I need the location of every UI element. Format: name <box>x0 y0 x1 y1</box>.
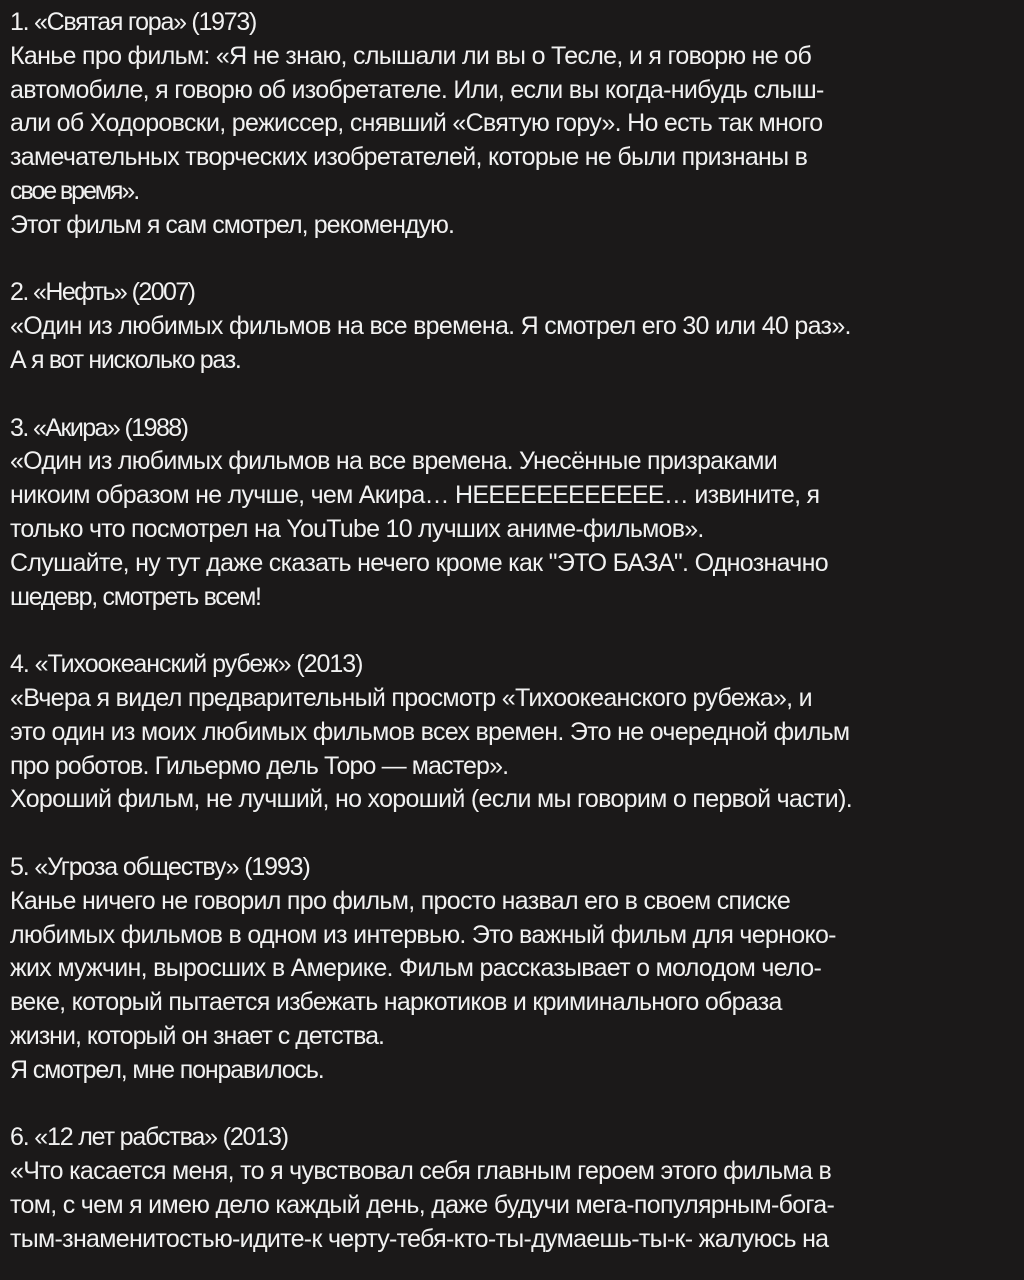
paragraph-line: али об Ходоровски, режиссер, снявший «Святую гору». Но есть так много <box>10 109 823 138</box>
paragraph-line: любимых фильмов в одном из интервью. Это важный фильм для черноко- <box>10 920 836 949</box>
paragraph-line: только что посмотрел на YouTube 10 лучших аниме-фильмов». <box>10 514 704 543</box>
paragraph-gap <box>10 614 1024 648</box>
section-heading: 6. «12 лет рабства» (2013) <box>10 1123 288 1152</box>
section-2 <box>10 276 1024 377</box>
section-3 <box>10 412 1024 615</box>
paragraph-gap <box>10 378 1024 412</box>
paragraph-line: «Один из любимых фильмов на все времена. Я смотрел его 30 или 40 раз». <box>10 312 851 341</box>
paragraph-line: Слушайте, ну тут даже сказать нечего кроме как "ЭТО БАЗА". Однозначно <box>10 548 828 577</box>
paragraph-line: про роботов. Гильермо дель Торо — мастер». <box>10 751 509 780</box>
paragraph-line: Канье ничего не говорил про фильм, просто назвал его в своем списке <box>10 886 791 915</box>
paragraph-line: «Вчера я видел предварительный просмотр «Тихоокеанского рубежа», и <box>10 683 812 712</box>
paragraph-line: никоим образом не лучше, чем Акира… НЕЕЕЕЕЕЕЕЕЕЕЕ… извините, я <box>10 481 820 510</box>
paragraph-line: шедевр, смотреть всем! <box>10 582 261 611</box>
section-4 <box>10 648 1024 817</box>
section-heading: 1. «Святая гора» (1973) <box>10 8 257 36</box>
paragraph-line: А я вот нисколько раз. <box>10 345 241 374</box>
paragraph-line: автомобиле, я говорю об изобретателе. Или, если вы когда-нибудь слыш- <box>10 75 824 104</box>
paragraph-line: веке, который пытается избежать наркотиков и криминального образа <box>10 988 782 1017</box>
paragraph-line: тым-знаменитостью-идите-к черту-тебя-кто-ты-думаешь-ты-к- жалуюсь на <box>10 1224 829 1253</box>
paragraph-line: «Один из любимых фильмов на все времена. Унесённые призраками <box>10 447 777 476</box>
section-heading: 2. «Нефть» (2007) <box>10 278 195 307</box>
article-text <box>10 6 1024 1256</box>
paragraph-line: том, с чем я имею дело каждый день, даже будучи мега-популярным-бога- <box>10 1190 835 1219</box>
paragraph-line: «Что касается меня, то я чувствовал себя главным героем этого фильма в <box>10 1157 832 1186</box>
paragraph-line: замечательных творческих изобретателей, которые не были признаны в <box>10 143 808 172</box>
section-heading: 3. «Акира» (1988) <box>10 413 188 442</box>
paragraph-line: Канье про фильм: «Я не знаю, слышали ли вы о Тесле, и я говорю не об <box>10 41 812 70</box>
paragraph-gap <box>10 817 1024 851</box>
paragraph-line: Я смотрел, мне понравилось. <box>10 1055 324 1084</box>
section-1 <box>10 6 1024 243</box>
paragraph-gap <box>10 1088 1024 1122</box>
section-5 <box>10 851 1024 1088</box>
paragraph-line: жизни, который он знает с детства. <box>10 1021 384 1050</box>
paragraph-line: Хороший фильм, не лучший, но хороший (если мы говорим о первой части). <box>10 785 852 814</box>
paragraph-gap <box>10 243 1024 277</box>
section-heading: 4. «Тихоокеанский рубеж» (2013) <box>10 650 363 679</box>
paragraph-line: Этот фильм я сам смотрел, рекомендую. <box>10 210 454 239</box>
section-6 <box>10 1121 1024 1256</box>
paragraph-line: свое время». <box>10 176 139 205</box>
paragraph-line: это один из моих любимых фильмов всех времен. Это не очередной фильм <box>10 717 850 746</box>
section-heading: 5. «Угроза обществу» (1993) <box>10 852 310 881</box>
paragraph-line: жих мужчин, выросших в Америке. Фильм рассказывает о молодом чело- <box>10 954 822 983</box>
